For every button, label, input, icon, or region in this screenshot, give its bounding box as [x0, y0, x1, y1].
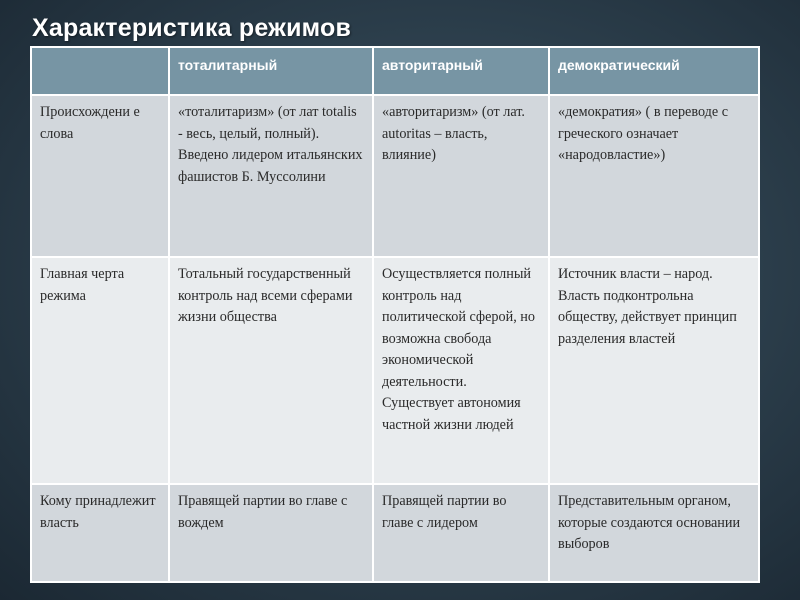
- header-totalitarian: тоталитарный: [169, 47, 373, 95]
- regimes-table: [30, 46, 760, 583]
- header-authoritarian: авторитарный: [373, 47, 549, 95]
- slide-title: Характеристика режимов: [32, 14, 352, 42]
- cell-trait-authoritarian: Осуществляется полный контроль над политической сферой, но возможна свобода экономической деятельности. Существует автономия частной жизни людей: [373, 257, 549, 484]
- cell-origin-totalitarian: «тоталитаризм» (от лат totalis - весь, целый, полный). Введено лидером итальянских фашистов Б. Муссолини: [169, 95, 373, 257]
- row-label-main-trait: Главная черта режима: [31, 257, 169, 484]
- header-democratic: демократический: [549, 47, 759, 95]
- row-label-power-holder: Кому принадлежит власть: [31, 484, 169, 582]
- table-header-row: [31, 47, 759, 95]
- cell-trait-totalitarian: Тотальный государственный контроль над всеми сферами жизни общества: [169, 257, 373, 484]
- cell-power-authoritarian: Правящей партии во главе с лидером: [373, 484, 549, 582]
- table-row-main-trait: [31, 257, 759, 484]
- cell-power-democratic: Представительным органом, которые создаются основании выборов: [549, 484, 759, 582]
- row-label-origin: Происхождени е слова: [31, 95, 169, 257]
- header-corner-cell: [31, 47, 169, 95]
- table-row-origin: [31, 95, 759, 257]
- cell-trait-democratic: Источник власти – народ. Власть подконтрольна обществу, действует принцип разделения властей: [549, 257, 759, 484]
- cell-origin-authoritarian: «авторитаризм» (от лат. autoritas – власть, влияние): [373, 95, 549, 257]
- table-row-power-holder: [31, 484, 759, 582]
- cell-origin-democratic: «демократия» ( в переводе с греческого означает «народовластие»): [549, 95, 759, 257]
- cell-power-totalitarian: Правящей партии во главе с вождем: [169, 484, 373, 582]
